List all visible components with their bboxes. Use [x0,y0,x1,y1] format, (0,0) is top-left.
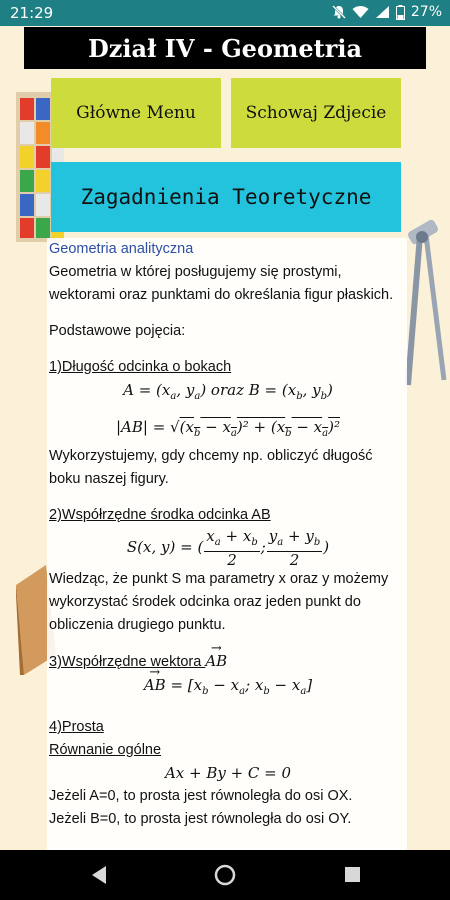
theory-content[interactable] [47,238,407,850]
section-3-title: 3)Współrzędne wektora → AB [49,650,407,674]
status-icons [332,4,442,20]
battery-icon [396,5,405,20]
home-icon[interactable] [214,864,236,886]
intro-text: Geometria w której posługujemy się prostymi, wektorami oraz punktami do określania figur płaskich. [49,264,394,303]
section-heading: Geometria analityczna [49,241,194,257]
section-2-text: Wiedząc, że punkt S ma parametry x oraz y możemy wykorzystać środek odcinka oraz jeden punkt do obliczenia drugiego punktu. [49,571,389,633]
page-title: Dział IV - Geometria [24,27,426,69]
back-icon[interactable] [90,865,108,885]
section-2-title: 2)Współrzędne środka odcinka AB [49,507,271,523]
status-bar [0,0,450,26]
mute-icon [332,5,346,19]
formula-length: $|AB| = √(x_b - x_a)^2 + (x_b - x_a)^2$ [115,418,340,439]
main-menu-button[interactable]: Główne Menu [51,78,221,148]
recents-icon[interactable] [344,866,361,883]
signal-icon [375,5,390,19]
formula-line: Ax + By + C = 0 [164,764,292,782]
hide-photo-button[interactable]: Schowaj Zdjecie [231,78,401,148]
section-4-line-2: Jeżeli B=0, to prosta jest równoległa do osi OY. [49,811,352,827]
wifi-icon [352,5,369,19]
section-4-subtitle: Równanie ogólne [49,742,162,758]
section-1-text: Wykorzystujemy, gdy chcemy np. obliczyć długość boku naszej figury. [49,448,373,487]
navigation-bar [0,850,450,900]
theory-topics-button[interactable]: Zagadnienia Teoretyczne [51,162,401,232]
formula-midpoint: S(x, y) = ( $\frac{x_a + x_b}{2}$ ; $\frac{y_a + y_b}{2}$ ) [126,527,330,569]
section-4-title: 4)Prosta [49,719,104,735]
formula-vector: → AB = [$x_b - x_a$; $x_b - x_a$] [49,674,407,703]
section-4-line-1: Jeżeli A=0, to prosta jest równoległa do osi OX. [49,788,353,804]
formula-points: $A = (x_a$, $y_a$) oraz $B = (x_b$, $y_b$) [123,381,333,402]
status-time: 21:29 [10,4,54,22]
compass-tool-image [400,215,450,395]
basics-label: Podstawowe pojęcia: [49,323,186,339]
section-1-title: 1)Długość odcinka o bokach [49,359,232,375]
battery-level: 27% [410,4,442,20]
